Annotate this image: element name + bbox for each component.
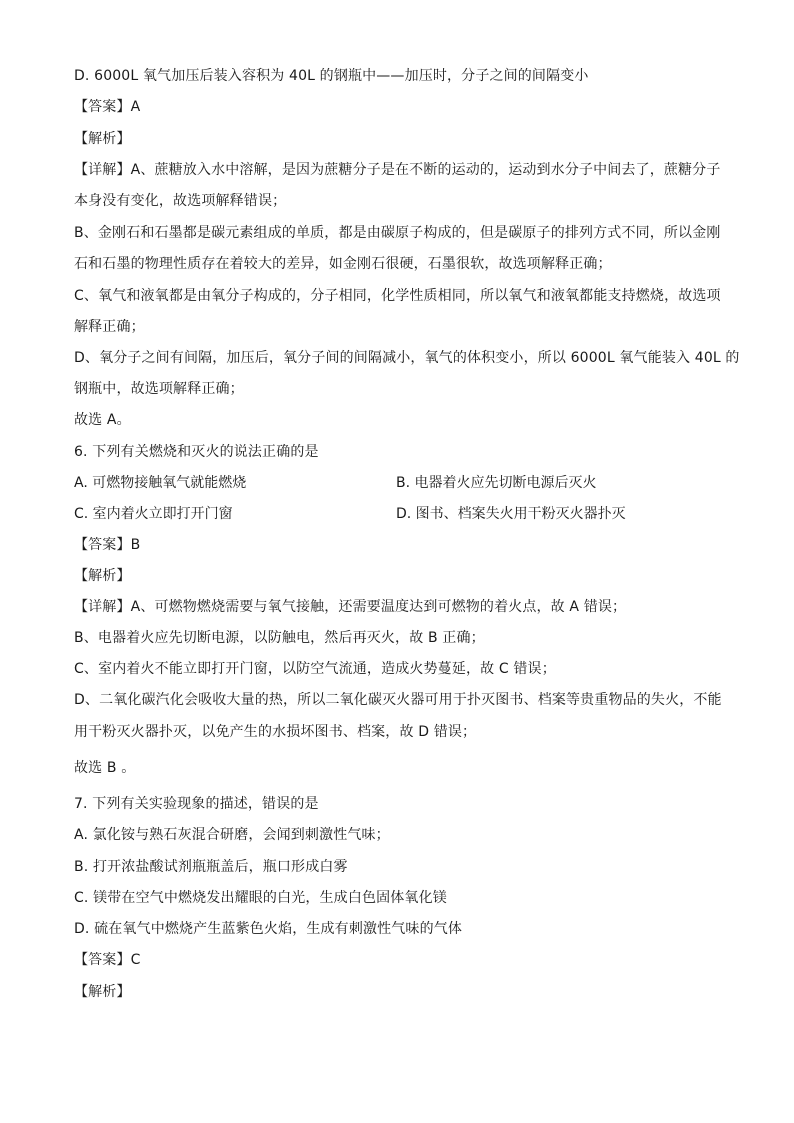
q5-detail-b-line-2: 石和石墨的物理性质存在着较大的差异，如金刚石很硬，石墨很软，故选项解释正确； (74, 256, 612, 272)
q6-option-c: C. 室内着火立即打开门窗 (74, 506, 233, 522)
q7-option-c: C. 镁带在空气中燃烧发出耀眼的白光，生成白色固体氧化镁 (74, 890, 447, 906)
q6-option-b: B. 电器着火应先切断电源后灭火 (396, 475, 597, 491)
q6-detail-c: C、室内着火不能立即打开门窗，以防空气流通，造成火势蔓延，故 C 错误； (74, 661, 556, 677)
q6-detail-d-line-2: 用干粉灭火器扑灭，以免产生的水损坏图书、档案，故 D 错误； (74, 724, 477, 740)
q5-analysis-heading: 【解析】 (74, 131, 131, 147)
q6-stem: 6. 下列有关燃烧和灭火的说法正确的是 (74, 444, 319, 460)
q7-option-b: B. 打开浓盐酸试剂瓶瓶盖后，瓶口形成白雾 (74, 859, 348, 875)
q5-detail-d-line-1: D、氧分子之间有间隔，加压后，氧分子间的间隔减小，氧气的体积变小，所以 6000L 氧气能装入 40L 的 (74, 350, 740, 366)
q7-option-a: A. 氯化铵与熟石灰混合研磨，会闻到刺激性气味； (74, 827, 390, 843)
q6-choice-row-1 (74, 473, 724, 493)
q6-choice-row-2 (74, 504, 724, 524)
q6-detail-b: B、电器着火应先切断电源，以防触电，然后再灭火，故 B 正确； (74, 630, 485, 646)
q5-detail-c-line-2: 解释正确； (74, 319, 145, 335)
q7-stem: 7. 下列有关实验现象的描述，错误的是 (74, 796, 319, 812)
q7-answer: 【答案】C (74, 952, 141, 968)
q5-answer: 【答案】A (74, 99, 141, 115)
q5-option-d: D. 6000L 氧气加压后装入容积为 40L 的钢瓶中——加压时，分子之间的间隔变小 (74, 68, 589, 84)
q6-option-d: D. 图书、档案失火用干粉灭火器扑灭 (396, 506, 626, 522)
q5-detail-b-line-1: B、金刚石和石墨都是碳元素组成的单质，都是由碳原子构成的，但是碳原子的排列方式不同，所以金刚 (74, 225, 721, 241)
q5-detail-line-2: 本身没有变化，故选项解释错误； (74, 193, 287, 209)
q7-option-d: D. 硫在氧气中燃烧产生蓝紫色火焰，生成有刺激性气味的气体 (74, 921, 463, 937)
q6-detail-d-line-1: D、二氧化碳汽化会吸收大量的热，所以二氧化碳灭火器可用于扑灭图书、档案等贵重物品的失火，不能 (74, 692, 722, 708)
q7-analysis-heading: 【解析】 (74, 984, 131, 1000)
q5-conclusion: 故选 A。 (74, 412, 131, 428)
q6-option-a: A. 可燃物接触氧气就能燃烧 (74, 475, 247, 491)
q5-detail-c-line-1: C、氧气和液氧都是由氧分子构成的，分子相同，化学性质相同，所以氧气和液氧都能支持燃烧，故选项 (74, 288, 721, 304)
q6-answer: 【答案】B (74, 537, 141, 553)
q5-detail-d-line-2: 钢瓶中，故选项解释正确； (74, 381, 244, 397)
q6-detail-a: 【详解】A、可燃物燃烧需要与氧气接触，还需要温度达到可燃物的着火点，故 A 错误； (74, 599, 627, 615)
q6-analysis-heading: 【解析】 (74, 568, 131, 584)
q6-conclusion: 故选 B 。 (74, 760, 136, 776)
q5-detail-line-1: 【详解】A、蔗糖放入水中溶解，是因为蔗糖分子是在不断的运动的，运动到水分子中间去了，蔗糖分子 (74, 162, 721, 178)
